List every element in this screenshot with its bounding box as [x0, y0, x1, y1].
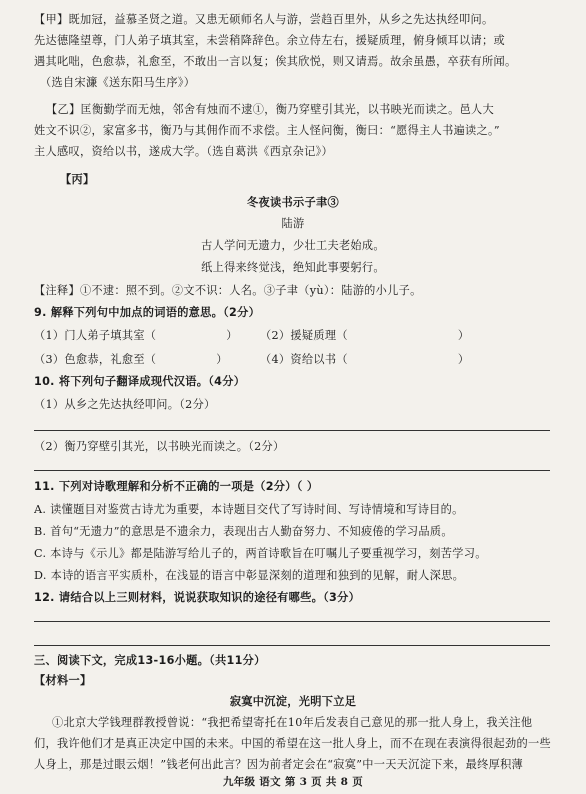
q11-option-a[interactable]: A. 读懂题目对鉴赏古诗尤为重要，本诗题目交代了写诗时间、写诗情境和写诗目的。: [34, 503, 464, 516]
q11-option-b[interactable]: B. 首句“无遗力”的意思是不遗余力，表现出古人勤奋努力、不知疲倦的学习品质。: [34, 525, 453, 538]
q9-item-3: （3）色愈恭，礼愈至（: [34, 353, 157, 366]
q11-option-c[interactable]: C. 本诗与《示儿》都是陆游写给儿子的，两首诗歌旨在叮嘱儿子要重视学习，刻苦学习。: [34, 547, 487, 560]
poem-poet: 陆游: [281, 217, 305, 230]
material-one-label: 【材料一】: [34, 673, 92, 687]
q11-stem: 11. 下列对诗歌理解和分析不正确的一项是（2分）（ ）: [34, 480, 319, 493]
poem-title: 冬夜读书示子聿③: [247, 195, 339, 209]
q12-stem: 12. 请结合以上三则材料，说说获取知识的途径有哪些。（3分）: [34, 591, 361, 604]
poem-verse-1: 古人学问无遗力，少壮工夫老始成。: [201, 239, 385, 252]
q12-answer-line-2[interactable]: [34, 645, 550, 646]
article-para1-line-2: 们，我许他们才是真正决定中国的未来。中国的希望在这一批人身上，而不在现在表演得很起劲的一些: [34, 737, 551, 750]
passage-yi-line-1: 【乙】匡衡勤学而无烛，邻舍有烛而不逮①，衡乃穿壁引其光，以书映光而读之。邑人大: [46, 103, 495, 116]
article-title: 寂寞中沉淀，光明下立足: [229, 694, 357, 708]
q9-stem: 9. 解释下列句中加点的词语的意思。（2分）: [34, 306, 261, 319]
notes: 【注释】①不逮：照不到。②文不识：人名。③子聿（yù）：陆游的小儿子。: [34, 284, 422, 297]
passage-yi-line-2: 姓文不识②，家富多书，衡乃与其佣作而不求偿。主人怪问衡，衡曰：“愿得主人书遍读之。”: [34, 124, 500, 137]
passage-bing-label: 【丙】: [60, 172, 95, 186]
q9-item-2: （2）援疑质理（: [260, 329, 348, 342]
q9-item-2-close: ）: [457, 329, 470, 342]
article-para1-line-1: ①北京大学钱理群教授曾说：“我把希望寄托在10年后发表自己意见的那一批人身上，我关注他: [52, 716, 533, 729]
passage-yi-line-3: 主人感叹，资给以书，遂成大学。（选自葛洪《西京杂记》）: [34, 145, 333, 158]
q10-answer-line-2[interactable]: [34, 470, 550, 471]
q11-option-d[interactable]: D. 本诗的语言平实质朴，在浅显的语言中彰显深刻的道理和独到的见解，耐人深思。: [34, 569, 465, 582]
passage-jia-line-1: 【甲】既加冠，益慕圣贤之道。又患无硕师名人与游，尝趋百里外，从乡之先达执经叩问。: [34, 13, 494, 26]
q12-answer-line-1[interactable]: [34, 621, 550, 622]
page-footer: 九年级 语文 第 3 页 共 8 页: [222, 776, 364, 788]
q9-item-4-row: [260, 350, 556, 370]
q9-item-4: （4）资给以书（: [260, 353, 348, 366]
q9-item-1-close: ）: [226, 329, 238, 342]
q10-item-2: （2）衡乃穿壁引其光，以书映光而读之。（2分）: [34, 440, 285, 453]
poem-verse-2: 纸上得来终觉浅，绝知此事要躬行。: [201, 261, 385, 274]
section3-title: 三、阅读下文，完成13-16小题。（共11分）: [34, 654, 266, 667]
article-para1-line-3: 人身上，那是过眼云烟！”钱老何出此言？因为前者定会在“寂寞”中一天天沉淀下来，最终厚积薄: [34, 758, 524, 771]
q9-item-3-close: ）: [216, 353, 228, 366]
q9-item-4-close: ）: [457, 353, 470, 366]
q10-answer-line-1[interactable]: [34, 430, 550, 431]
q10-stem: 10. 将下列句子翻译成现代汉语。（4分）: [34, 375, 246, 388]
passage-jia-line-2: 先达德隆望尊，门人弟子填其室，未尝稍降辞色。余立侍左右，援疑质理，俯身倾耳以请；或: [34, 34, 505, 47]
passage-jia-line-3: 遇其叱咄，色愈恭，礼愈至，不敢出一言以复；俟其欣悦，则又请焉。故余虽愚，卒获有所闻。: [34, 55, 517, 68]
q10-item-1: （1）从乡之先达执经叩问。（2分）: [34, 398, 216, 411]
passage-jia-source: （选自宋濂《送东阳马生序》）: [40, 76, 196, 89]
q9-item-2-row: [260, 326, 556, 346]
q9-item-1: （1）门人弟子填其室（: [34, 329, 157, 342]
